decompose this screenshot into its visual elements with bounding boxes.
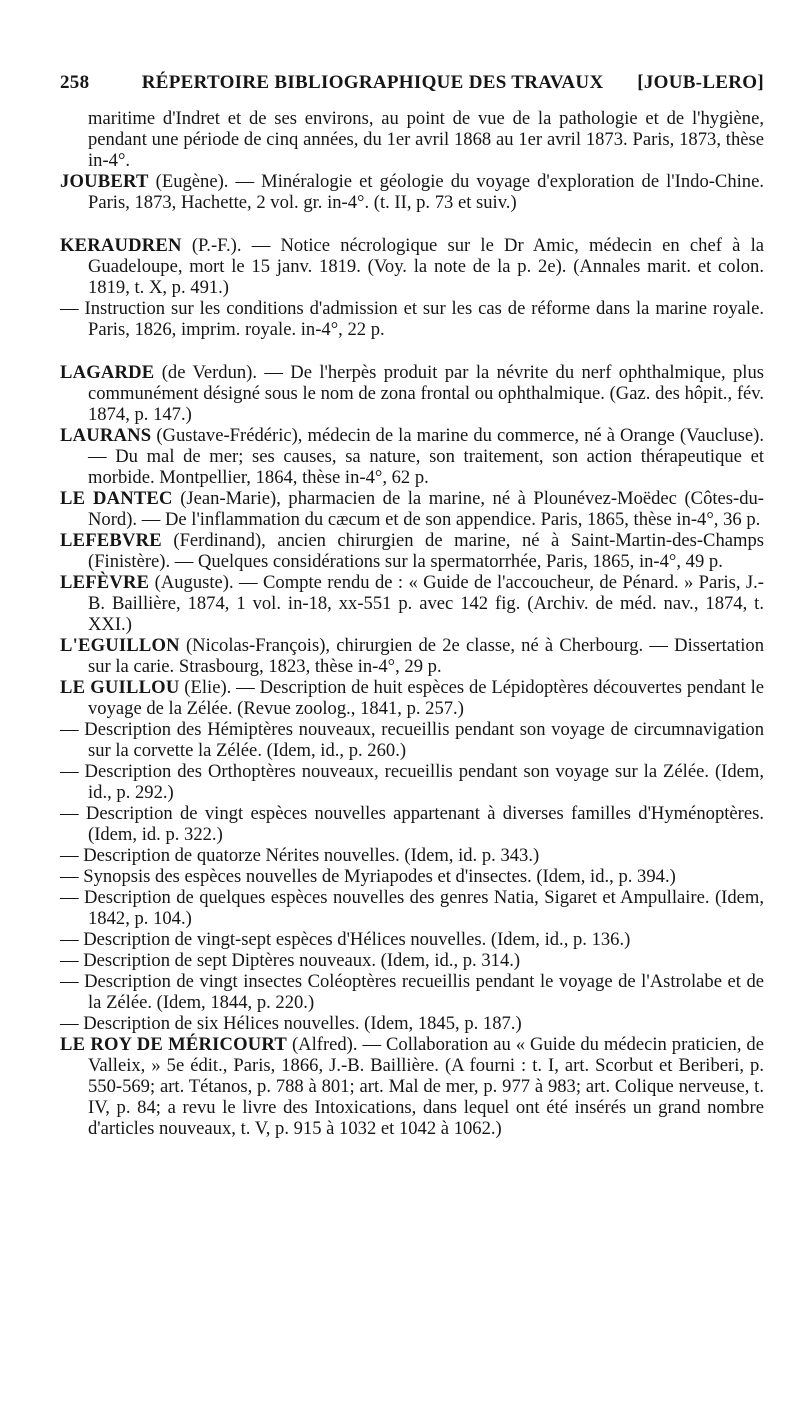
entry-text: — Synopsis des espèces nouvelles de Myriapodes et d'insectes. (Idem, id., p. 394.) (60, 866, 676, 887)
entry-text: (Alfred). — Collaboration au « Guide du médecin praticien, de Valleix, » 5e édit., Paris, 1866, J.-B. Baillière. (A fourni : t. I, art. Scorbut et Beriberi, p. 550-569; art. Tétanos, p. 788 à 801; art. Mal de mer, p. 977 à 983; art. Colique nerveuse, t. IV, p. 84; a revu le livre des Intoxications, dans lequel ont été insérés un grand nombre d'articles nouveaux, t. V, p. 915 à 1032 et 1042 à 1062.) (88, 1034, 764, 1139)
bibliography-entry (60, 845, 764, 866)
bibliography-entry (60, 1034, 764, 1139)
bibliography-entry (60, 887, 764, 929)
author-name: LEFÈVRE (60, 572, 150, 593)
entry-text: (Eugène). — Minéralogie et géologie du voyage d'exploration de l'Indo-Chine. Paris, 1873, Hachette, 2 vol. gr. in-4°. (t. II, p. 73 et suiv.) (88, 171, 764, 213)
bibliography-entry (60, 950, 764, 971)
bibliography-entry (60, 362, 764, 425)
page-number: 258 (60, 72, 90, 93)
entry-text: — Description de quatorze Nérites nouvelles. (Idem, id. p. 343.) (60, 845, 540, 866)
author-name: LEFEBVRE (60, 530, 162, 551)
entry-text: (Nicolas-François), chirurgien de 2e classe, né à Cherbourg. — Dissertation sur la carie. Strasbourg, 1823, thèse in-4°, 29 p. (88, 635, 764, 677)
bibliography-entry (60, 971, 764, 1013)
entry-text: (Auguste). — Compte rendu de : « Guide de l'accoucheur, de Pénard. » Paris, J.-B. Baillière, 1874, 1 vol. in-18, xx-551 p. avec 142 fig. (Archiv. de méd. nav., 1874, t. XXI.) (88, 572, 764, 635)
entry-text: — Description de sept Diptères nouveaux. (Idem, id., p. 314.) (60, 950, 521, 971)
author-name: KERAUDREN (60, 235, 182, 256)
bibliography-entry (60, 108, 764, 171)
bibliography-entry (60, 677, 764, 719)
entry-text: (P.-F.). — Notice nécrologique sur le Dr Amic, médecin en chef à la Guadeloupe, mort le 15 janv. 1819. (Voy. la note de la p. 2e). (Annales marit. et colon. 1819, t. X, p. 491.) (88, 235, 764, 298)
entry-text: — Description de vingt insectes Coléoptères recueillis pendant le voyage de l'Astrolabe et de la Zélée. (Idem, 1844, p. 220.) (60, 971, 764, 1013)
bibliography-entry (60, 761, 764, 803)
running-title: RÉPERTOIRE BIBLIOGRAPHIQUE DES TRAVAUX (141, 72, 604, 93)
bibliography-entries (60, 108, 764, 1139)
bibliography-entry (60, 803, 764, 845)
bibliography-entry (60, 635, 764, 677)
bibliography-entry (60, 719, 764, 761)
bibliography-entry (60, 572, 764, 635)
bibliography-entry (60, 929, 764, 950)
entry-range: [JOUB-LERO] (637, 72, 764, 93)
entry-text: — Description de vingt espèces nouvelles appartenant à diverses familles d'Hyménoptères. (Idem, id. p. 322.) (60, 803, 764, 845)
bibliography-entry (60, 235, 764, 298)
author-name: JOUBERT (60, 171, 149, 192)
bibliography-entry (60, 1013, 764, 1034)
entry-text: maritime d'Indret et de ses environs, au point de vue de la pathologie et de l'hygiène, pendant une période de cinq années, du 1er avril 1868 au 1er avril 1873. Paris, 1873, thèse in-4°. (88, 108, 764, 171)
entry-text: — Description de six Hélices nouvelles. (Idem, 1845, p. 187.) (60, 1013, 522, 1034)
entry-text: — Description des Hémiptères nouveaux, recueillis pendant son voyage de circumnavigation sur la corvette la Zélée. (Idem, id., p. 260.) (60, 719, 764, 761)
entry-text: (Ferdinand), ancien chirurgien de marine, né à Saint-Martin-des-Champs (Finistère). — Quelques considérations sur la spermatorrhée, Paris, 1865, in-4°, 49 p. (88, 530, 764, 572)
bibliography-entry (60, 488, 764, 530)
author-name: LE GUILLOU (60, 677, 180, 698)
bibliography-entry (60, 530, 764, 572)
bibliography-entry (60, 298, 764, 340)
entry-text: (Jean-Marie), pharmacien de la marine, né à Plounévez-Moëdec (Côtes-du-Nord). — De l'inflammation du cæcum et de son appendice. Paris, 1865, thèse in-4°, 36 p. (88, 488, 764, 530)
running-header (60, 72, 764, 94)
author-name: LE DANTEC (60, 488, 173, 509)
entry-text: (Gustave-Frédéric), médecin de la marine du commerce, né à Orange (Vaucluse). — Du mal de mer; ses causes, sa nature, son traitement, son action thérapeutique et morbide. Montpellier, 1864, thèse in-4°, 62 p. (88, 425, 764, 488)
bibliography-entry (60, 171, 764, 213)
entry-text: — Instruction sur les conditions d'admission et sur les cas de réforme dans la marine royale. Paris, 1826, imprim. royale. in-4°, 22 p. (60, 298, 764, 340)
entry-text: — Description des Orthoptères nouveaux, recueillis pendant son voyage sur la Zélée. (Idem, id., p. 292.) (60, 761, 764, 803)
bibliography-entry (60, 425, 764, 488)
entry-text: (de Verdun). — De l'herpès produit par la névrite du nerf ophthalmique, plus communément désigné sous le nom de zona frontal ou ophthalmique. (Gaz. des hôpit., fév. 1874, p. 147.) (88, 362, 764, 425)
entry-text: — Description de vingt-sept espèces d'Hélices nouvelles. (Idem, id., p. 136.) (60, 929, 631, 950)
author-name: LAURANS (60, 425, 152, 446)
author-name: LE ROY DE MÉRICOURT (60, 1034, 288, 1055)
entry-text: — Description de quelques espèces nouvelles des genres Natia, Sigaret et Ampullaire. (Idem, 1842, p. 104.) (60, 887, 764, 929)
author-name: LAGARDE (60, 362, 155, 383)
bibliography-entry (60, 866, 764, 887)
entry-text: (Elie). — Description de huit espèces de Lépidoptères découvertes pendant le voyage de la Zélée. (Revue zoolog., 1841, p. 257.) (88, 677, 764, 719)
author-name: L'EGUILLON (60, 635, 180, 656)
